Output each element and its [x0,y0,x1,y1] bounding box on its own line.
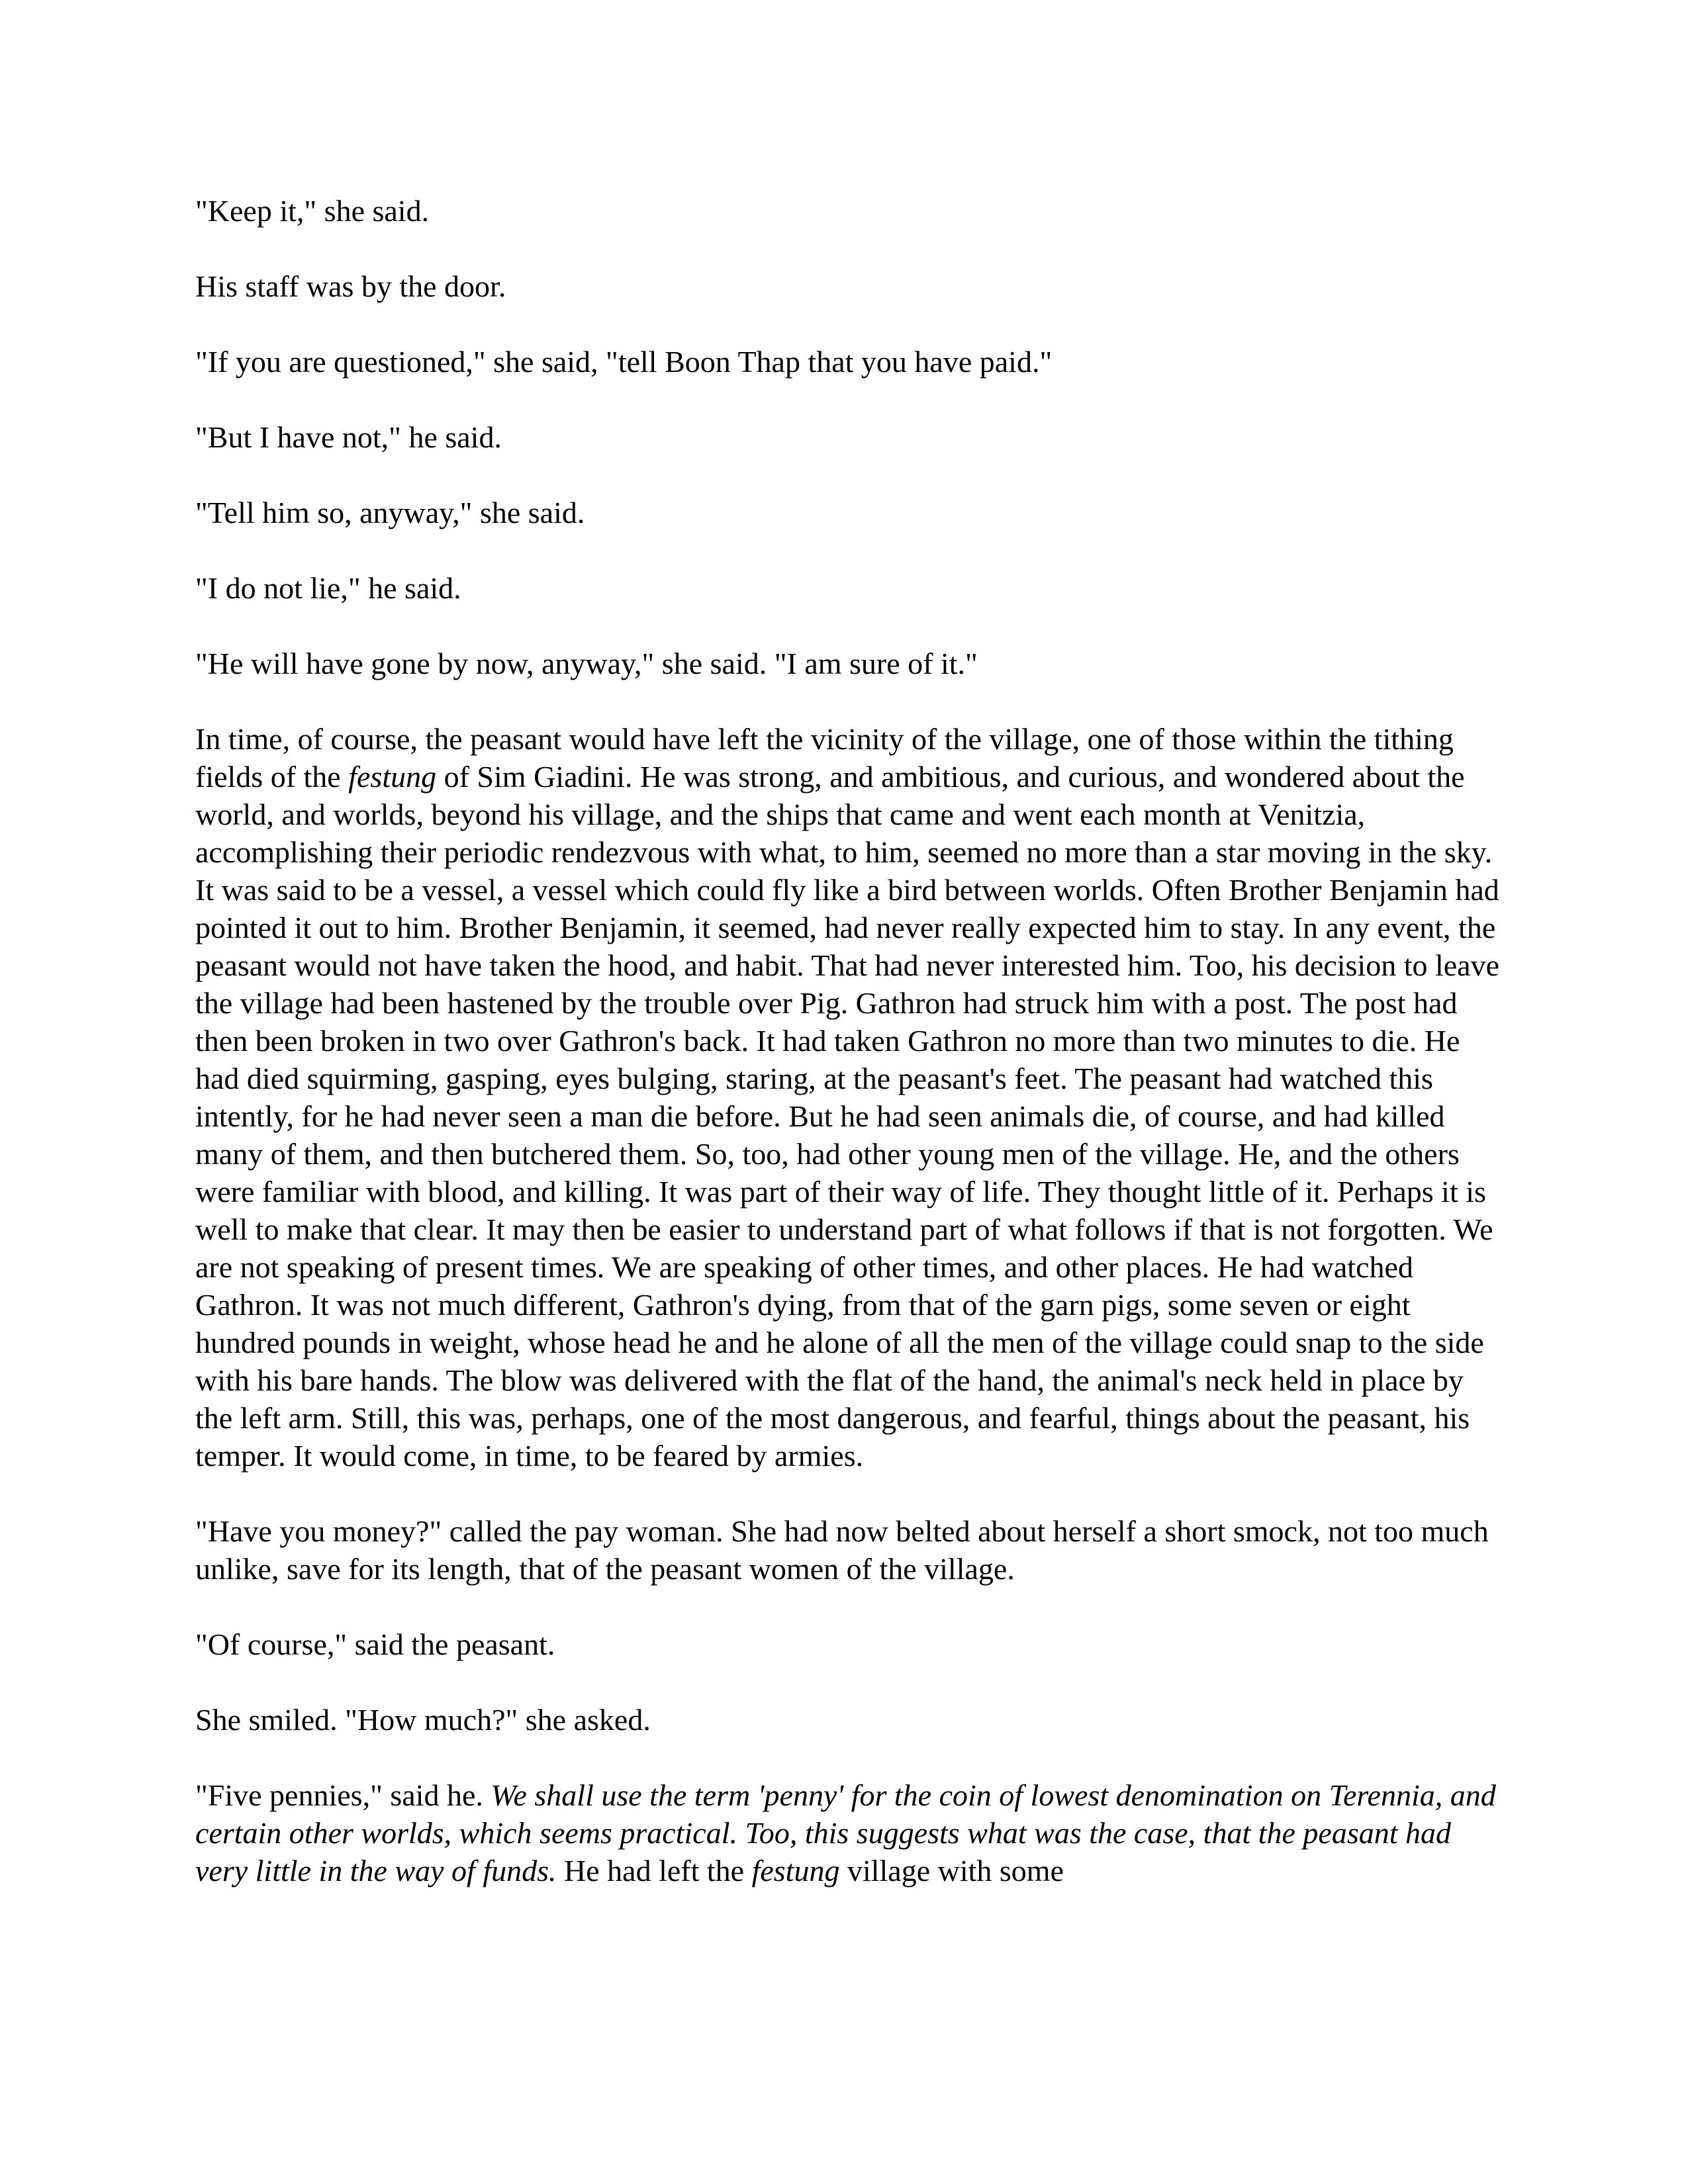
text-run: "If you are questioned," she said, "tell Boon Thap that you have paid." [195,345,1053,379]
text-run: "Have you money?" called the pay woman. She had now belted about herself a short smock, not too much unlike, save for its length, that of the peasant women of the village. [195,1514,1489,1586]
text-run: In time, of course, the peasant would have left the vicinity of the village, one of those within the tithing fields of the [195,722,1454,794]
text-run: "He will have gone by now, anyway," she said. "I am sure of it." [195,647,978,680]
italic-text: festung [348,760,437,794]
paragraph-7 [195,645,1506,682]
italic-text: We shall use the term 'penny' for the coin of lowest denomination on Terennia, and certain other worlds, which seems practical. Too, this suggests what was the case, that the peasant had very little in the way of funds. [195,1778,1496,1888]
body-text [195,192,1506,1889]
paragraph-6 [195,569,1506,607]
text-run: He had left the [556,1854,752,1888]
paragraph-10 [195,1625,1506,1663]
text-run: His staff was by the door. [195,269,506,303]
text-run: "Keep it," she said. [195,194,430,228]
paragraph-9 [195,1512,1506,1588]
text-run: "I do not lie," he said. [195,571,461,605]
text-run: "Tell him so, anyway," she said. [195,496,585,529]
italic-text: festung [751,1854,840,1888]
paragraph-2 [195,267,1506,305]
paragraph-11 [195,1701,1506,1739]
text-run: "Five pennies," said he. [195,1778,491,1812]
text-run: village with some [839,1854,1064,1888]
paragraph-3 [195,343,1506,381]
paragraph-4 [195,418,1506,456]
text-run: She smiled. "How much?" she asked. [195,1703,651,1737]
text-run: "But I have not," he said. [195,420,502,454]
text-run: "Of course," said the peasant. [195,1627,555,1661]
paragraph-1 [195,192,1506,230]
paragraph-5 [195,494,1506,531]
paragraph-8 [195,720,1506,1475]
text-run: of Sim Giadini. He was strong, and ambitious, and curious, and wondered about the world, and worlds, beyond his village, and the ships that came and went each month at Venitzia, accomplishing their periodic rendezvous with what, to him, seemed no more than a star moving in the sky. It was said to be a vessel, a vessel which could fly like a bird between worlds. Often Brother Benjamin had pointed it out to him. Brother Benjamin, it seemed, had never really expected him to stay. In any event, the peasant would not have taken the hood, and habit. That had never interested him. Too, his decision to leave the village had been hastened by the trouble over Pig. Gathron had struck him with a post. The post had then been broken in two over Gathron's back. It had taken Gathron no more than two minutes to die. He had died squirming, gasping, eyes bulging, staring, at the peasant's feet. The peasant had watched this intently, for he had never seen a man die before. But he had seen animals die, of course, and had killed many of them, and then butchered them. So, too, had other young men of the village. He, and the others were familiar with blood, and killing. It was part of their way of life. They thought little of it. Perhaps it is well to make that clear. It may then be easier to understand part of what follows if that is not forgotten. We are not speaking of present times. We are speaking of other times, and other places. He had watched Gathron. It was not much different, Gathron's dying, from that of the garn pigs, some seven or eight hundred pounds in weight, whose head he and he alone of all the men of the village could snap to the side with his bare hands. The blow was delivered with the flat of the hand, the animal's neck held in place by the left arm. Still, this was, perhaps, one of the most dangerous, and fearful, things about the peasant, his temper. It would come, in time, to be feared by armies. [195,760,1500,1473]
paragraph-12 [195,1776,1506,1889]
